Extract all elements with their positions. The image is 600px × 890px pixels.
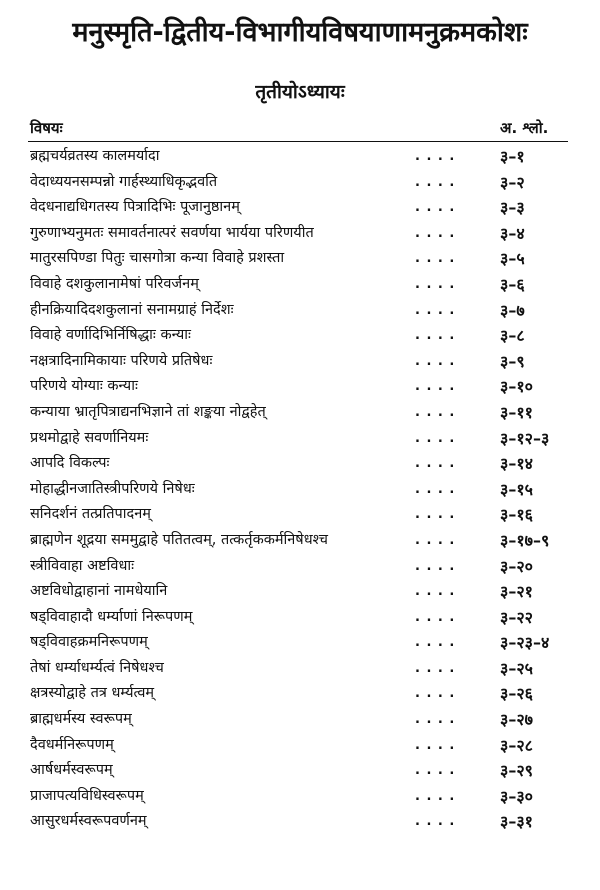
- verse-reference: ३–३०: [500, 786, 533, 806]
- dot-leader: . . . .: [415, 276, 456, 292]
- index-row: [0, 323, 600, 349]
- index-row: [0, 400, 600, 426]
- dot-leader: . . . .: [415, 507, 456, 523]
- topic-text: स्त्रीविवाहा अष्टविधाः: [30, 557, 135, 574]
- topic-text: आपदि विकल्पः: [30, 455, 110, 472]
- topic-text: दैवधर्मनिरूपणम्: [30, 736, 114, 753]
- dot-leader: . . . .: [415, 481, 456, 497]
- index-row: [0, 630, 600, 656]
- dot-leader: . . . .: [415, 225, 456, 241]
- topic-text: क्षत्रस्योद्वाहे तत्र धर्म्यत्वम्: [30, 685, 155, 702]
- dot-leader: . . . .: [415, 712, 456, 728]
- verse-reference: ३–२२: [500, 607, 533, 627]
- topic-text: प्रथमोद्वाहे सवर्णानियमः: [30, 429, 149, 446]
- verse-reference: ३–२९: [500, 761, 533, 781]
- dot-leader: . . . .: [415, 379, 456, 395]
- verse-reference: ३–२६: [500, 684, 533, 704]
- index-row: [0, 195, 600, 221]
- verse-reference: ३–१०: [500, 377, 533, 397]
- index-row: [0, 272, 600, 298]
- verse-reference: ३–१४: [500, 454, 533, 474]
- verse-reference: ३–९: [500, 351, 525, 371]
- topic-text: प्राजापत्यविधिस्वरूपम्: [30, 787, 144, 804]
- topic-text: वेदाध्ययनसम्पन्नो गार्हस्थ्याधिकृद्भवति: [30, 173, 218, 190]
- topic-text: नक्षत्रादिनामिकायाः परिणये प्रतिषेधः: [30, 352, 213, 369]
- verse-reference: ३–३: [500, 198, 525, 218]
- index-row: [0, 221, 600, 247]
- verse-reference: ३–४: [500, 223, 525, 243]
- dot-leader: . . . .: [415, 251, 456, 267]
- dot-leader: . . . .: [415, 737, 456, 753]
- dot-leader: . . . .: [415, 302, 456, 318]
- topic-text: सनिदर्शनं तत्प्रतिपादनम्: [30, 506, 151, 523]
- verse-reference: ३–३१: [500, 812, 533, 832]
- verse-reference: ३–२३–४: [500, 633, 550, 653]
- dot-leader: . . . .: [415, 584, 456, 600]
- topic-text: आसुरधर्मस्वरूपवर्णनम्: [30, 813, 147, 830]
- verse-reference: ३–१२–३: [500, 428, 550, 448]
- verse-reference: ३–५: [500, 249, 525, 269]
- index-row: [0, 707, 600, 733]
- dot-leader: . . . .: [415, 174, 456, 190]
- dot-leader: . . . .: [415, 788, 456, 804]
- topic-text: तेषां धर्म्याधर्म्यत्वं निषेधश्च: [30, 659, 164, 676]
- verse-reference: ३–६: [500, 274, 525, 294]
- index-row: [0, 298, 600, 324]
- verse-reference: ३–१६: [500, 505, 533, 525]
- verse-reference: ३–२: [500, 172, 525, 192]
- topic-text: कन्याया भ्रातृपित्राद्यनभिज्ञाने तां शङ्कया नोद्वहेत्: [30, 403, 266, 420]
- index-row: [0, 502, 600, 528]
- index-row: [0, 758, 600, 784]
- dot-leader: . . . .: [415, 353, 456, 369]
- verse-reference: ३–२५: [500, 658, 533, 678]
- chapter-heading: तृतीयोऽध्यायः: [255, 81, 345, 103]
- verse-reference: ३–२७: [500, 710, 533, 730]
- index-row: [0, 554, 600, 580]
- verse-reference: ३–१: [500, 147, 525, 166]
- verse-reference: ३–२१: [500, 582, 533, 602]
- page-title: मनुस्मृति-द्वितीय-विभागीयविषयाणामनुक्रमकोशः: [72, 17, 528, 48]
- index-list: [0, 144, 600, 835]
- index-row: [0, 733, 600, 759]
- dot-leader: . . . .: [415, 430, 456, 446]
- index-row: [0, 144, 600, 170]
- index-row: [0, 784, 600, 810]
- dot-leader: . . . .: [415, 404, 456, 420]
- index-row: [0, 349, 600, 375]
- verse-reference: ३–११: [500, 402, 533, 422]
- index-row: [0, 246, 600, 272]
- reference-column-header: अ. श्लो.: [500, 119, 549, 137]
- topic-text: विवाहे वर्णादिभिर्निषिद्धाः कन्याः: [30, 327, 191, 344]
- topic-text: मोहाद्धीनजातिस्त्रीपरिणये निषेधः: [30, 480, 195, 497]
- verse-reference: ३–८: [500, 326, 525, 346]
- index-row: [0, 809, 600, 835]
- topic-text: ब्रह्मचर्यव्रतस्य कालमर्यादा: [30, 148, 160, 164]
- topic-text: अष्टविधोद्वाहानां नामधेयानि: [30, 583, 168, 600]
- index-row: [0, 426, 600, 452]
- topic-text: विवाहे दशकुलानामेषां परिवर्जनम्: [30, 275, 199, 292]
- topic-text: ब्राह्मणेन शूद्रया सममुद्वाहे पतितत्वम्, तत्कर्तृककर्मनिषेधश्च: [30, 531, 328, 548]
- dot-leader: . . . .: [415, 609, 456, 625]
- topic-text: षड्विवाहादौ धर्म्याणां निरूपणम्: [30, 608, 193, 625]
- dot-leader: . . . .: [415, 635, 456, 651]
- index-row: [0, 528, 600, 554]
- dot-leader: . . . .: [415, 456, 456, 472]
- index-row: [0, 374, 600, 400]
- index-row: [0, 681, 600, 707]
- index-row: [0, 451, 600, 477]
- topic-text: ब्राह्मधर्मस्य स्वरूपम्: [30, 711, 132, 728]
- verse-reference: ३–१७–९: [500, 530, 550, 550]
- dot-leader: . . . .: [415, 200, 456, 216]
- dot-leader: . . . .: [415, 149, 456, 164]
- topic-column-header: विषयः: [30, 119, 63, 137]
- verse-reference: ३–७: [500, 300, 525, 320]
- topic-text: गुरुणाभ्यनुमतः समावर्तनात्परं सवर्णया भार्यया परिणयीत: [30, 224, 314, 241]
- verse-reference: ३–१५: [500, 479, 533, 499]
- dot-leader: . . . .: [415, 763, 456, 779]
- header-rule: [28, 141, 568, 142]
- topic-text: परिणये योग्याः कन्याः: [30, 378, 138, 395]
- index-row: [0, 170, 600, 196]
- topic-text: आर्षधर्मस्वरूपम्: [30, 762, 113, 779]
- topic-text: मातुरसपिण्डा पितुः चासगोत्रा कन्या विवाहे प्रशस्ता: [30, 250, 285, 267]
- verse-reference: ३–२०: [500, 556, 533, 576]
- topic-text: हीनक्रियादिदशकुलानां सनामग्राहं निर्देशः: [30, 301, 234, 318]
- dot-leader: . . . .: [415, 328, 456, 344]
- topic-text: षड्विवाहक्रमनिरूपणम्: [30, 634, 148, 651]
- topic-text: वेदधनाद्यधिगतस्य पित्रादिभिः पूजानुष्ठानम्: [30, 199, 240, 216]
- index-row: [0, 477, 600, 503]
- dot-leader: . . . .: [415, 660, 456, 676]
- index-row: [0, 656, 600, 682]
- index-row: [0, 579, 600, 605]
- dot-leader: . . . .: [415, 558, 456, 574]
- dot-leader: . . . .: [415, 686, 456, 702]
- dot-leader: . . . .: [415, 532, 456, 548]
- index-row: [0, 605, 600, 631]
- dot-leader: . . . .: [415, 814, 456, 830]
- verse-reference: ३–२८: [500, 735, 533, 755]
